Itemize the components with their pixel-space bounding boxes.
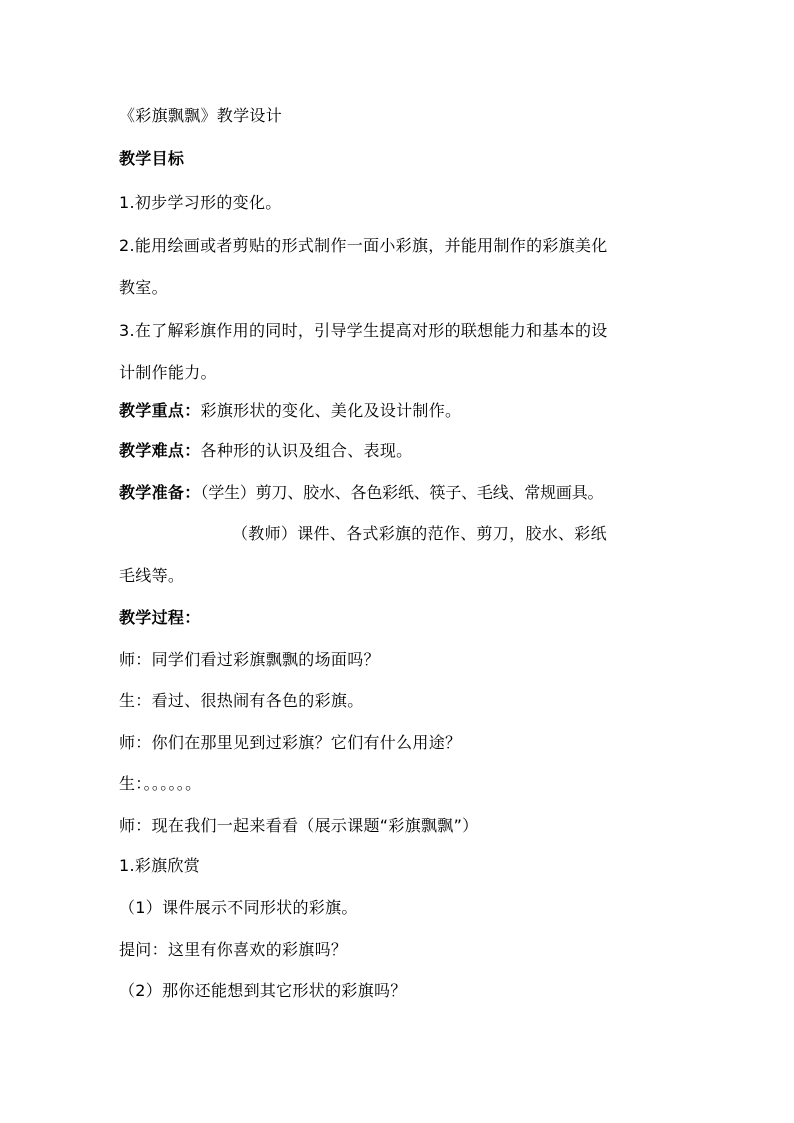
prep-teacher-line2: 毛线等。 — [119, 566, 185, 585]
objective-1: 1.初步学习形的变化。 — [119, 193, 282, 212]
dialogue-1: 师：同学们看过彩旗飘飘的场面吗？ — [119, 650, 380, 669]
dialogue-2: 生：看过、很热闹有各色的彩旗。 — [119, 691, 364, 710]
prep-teacher-line1: （教师）课件、各式彩旗的范作、剪刀，胶水、彩纸 — [232, 524, 607, 543]
key-point-label: 教学重点： — [119, 401, 201, 420]
process-heading: 教学过程： — [119, 608, 201, 627]
prep-student: （学生）剪刀、胶水、各色彩纸、筷子、毛线、常规画具。 — [200, 483, 604, 502]
key-point — [119, 401, 461, 421]
dialogue-5: 师：现在我们一起来看看（展示课题“彩旗飘飘”） — [119, 816, 479, 835]
objective-3-line1: 3.在了解彩旗作用的同时，引导学生提高对形的联想能力和基本的设 — [119, 321, 608, 340]
dialogue-3: 师：你们在那里见到过彩旗？它们有什么用途？ — [119, 733, 462, 752]
section-1-heading: 1.彩旗欣赏 — [119, 856, 201, 875]
objectives-heading: 教学目标 — [119, 149, 185, 168]
key-point-text: 彩旗形状的变化、美化及设计制作。 — [200, 401, 462, 420]
objective-3-line2: 计制作能力。 — [119, 363, 217, 382]
prep-label: 教学准备： — [119, 483, 201, 502]
objective-2-line1: 2.能用绘画或者剪贴的形式制作一面小彩旗，并能用制作的彩旗美化 — [119, 236, 608, 255]
step-2: （2）那你还能想到其它形状的彩旗吗？ — [119, 981, 407, 1000]
step-1: （1）课件展示不同形状的彩旗。 — [119, 898, 358, 917]
preparation — [119, 483, 603, 503]
objective-2-line2: 教室。 — [119, 278, 168, 297]
difficulty-text: 各种形的认识及组合、表现。 — [200, 441, 413, 460]
question-1: 提问：这里有你喜欢的彩旗吗？ — [119, 940, 348, 959]
document-title: 《彩旗飘飘》教学设计 — [119, 106, 283, 125]
difficulty-label: 教学难点： — [119, 441, 201, 460]
difficulty — [119, 441, 412, 461]
dialogue-4: 生：。。。。。。 — [119, 774, 202, 793]
